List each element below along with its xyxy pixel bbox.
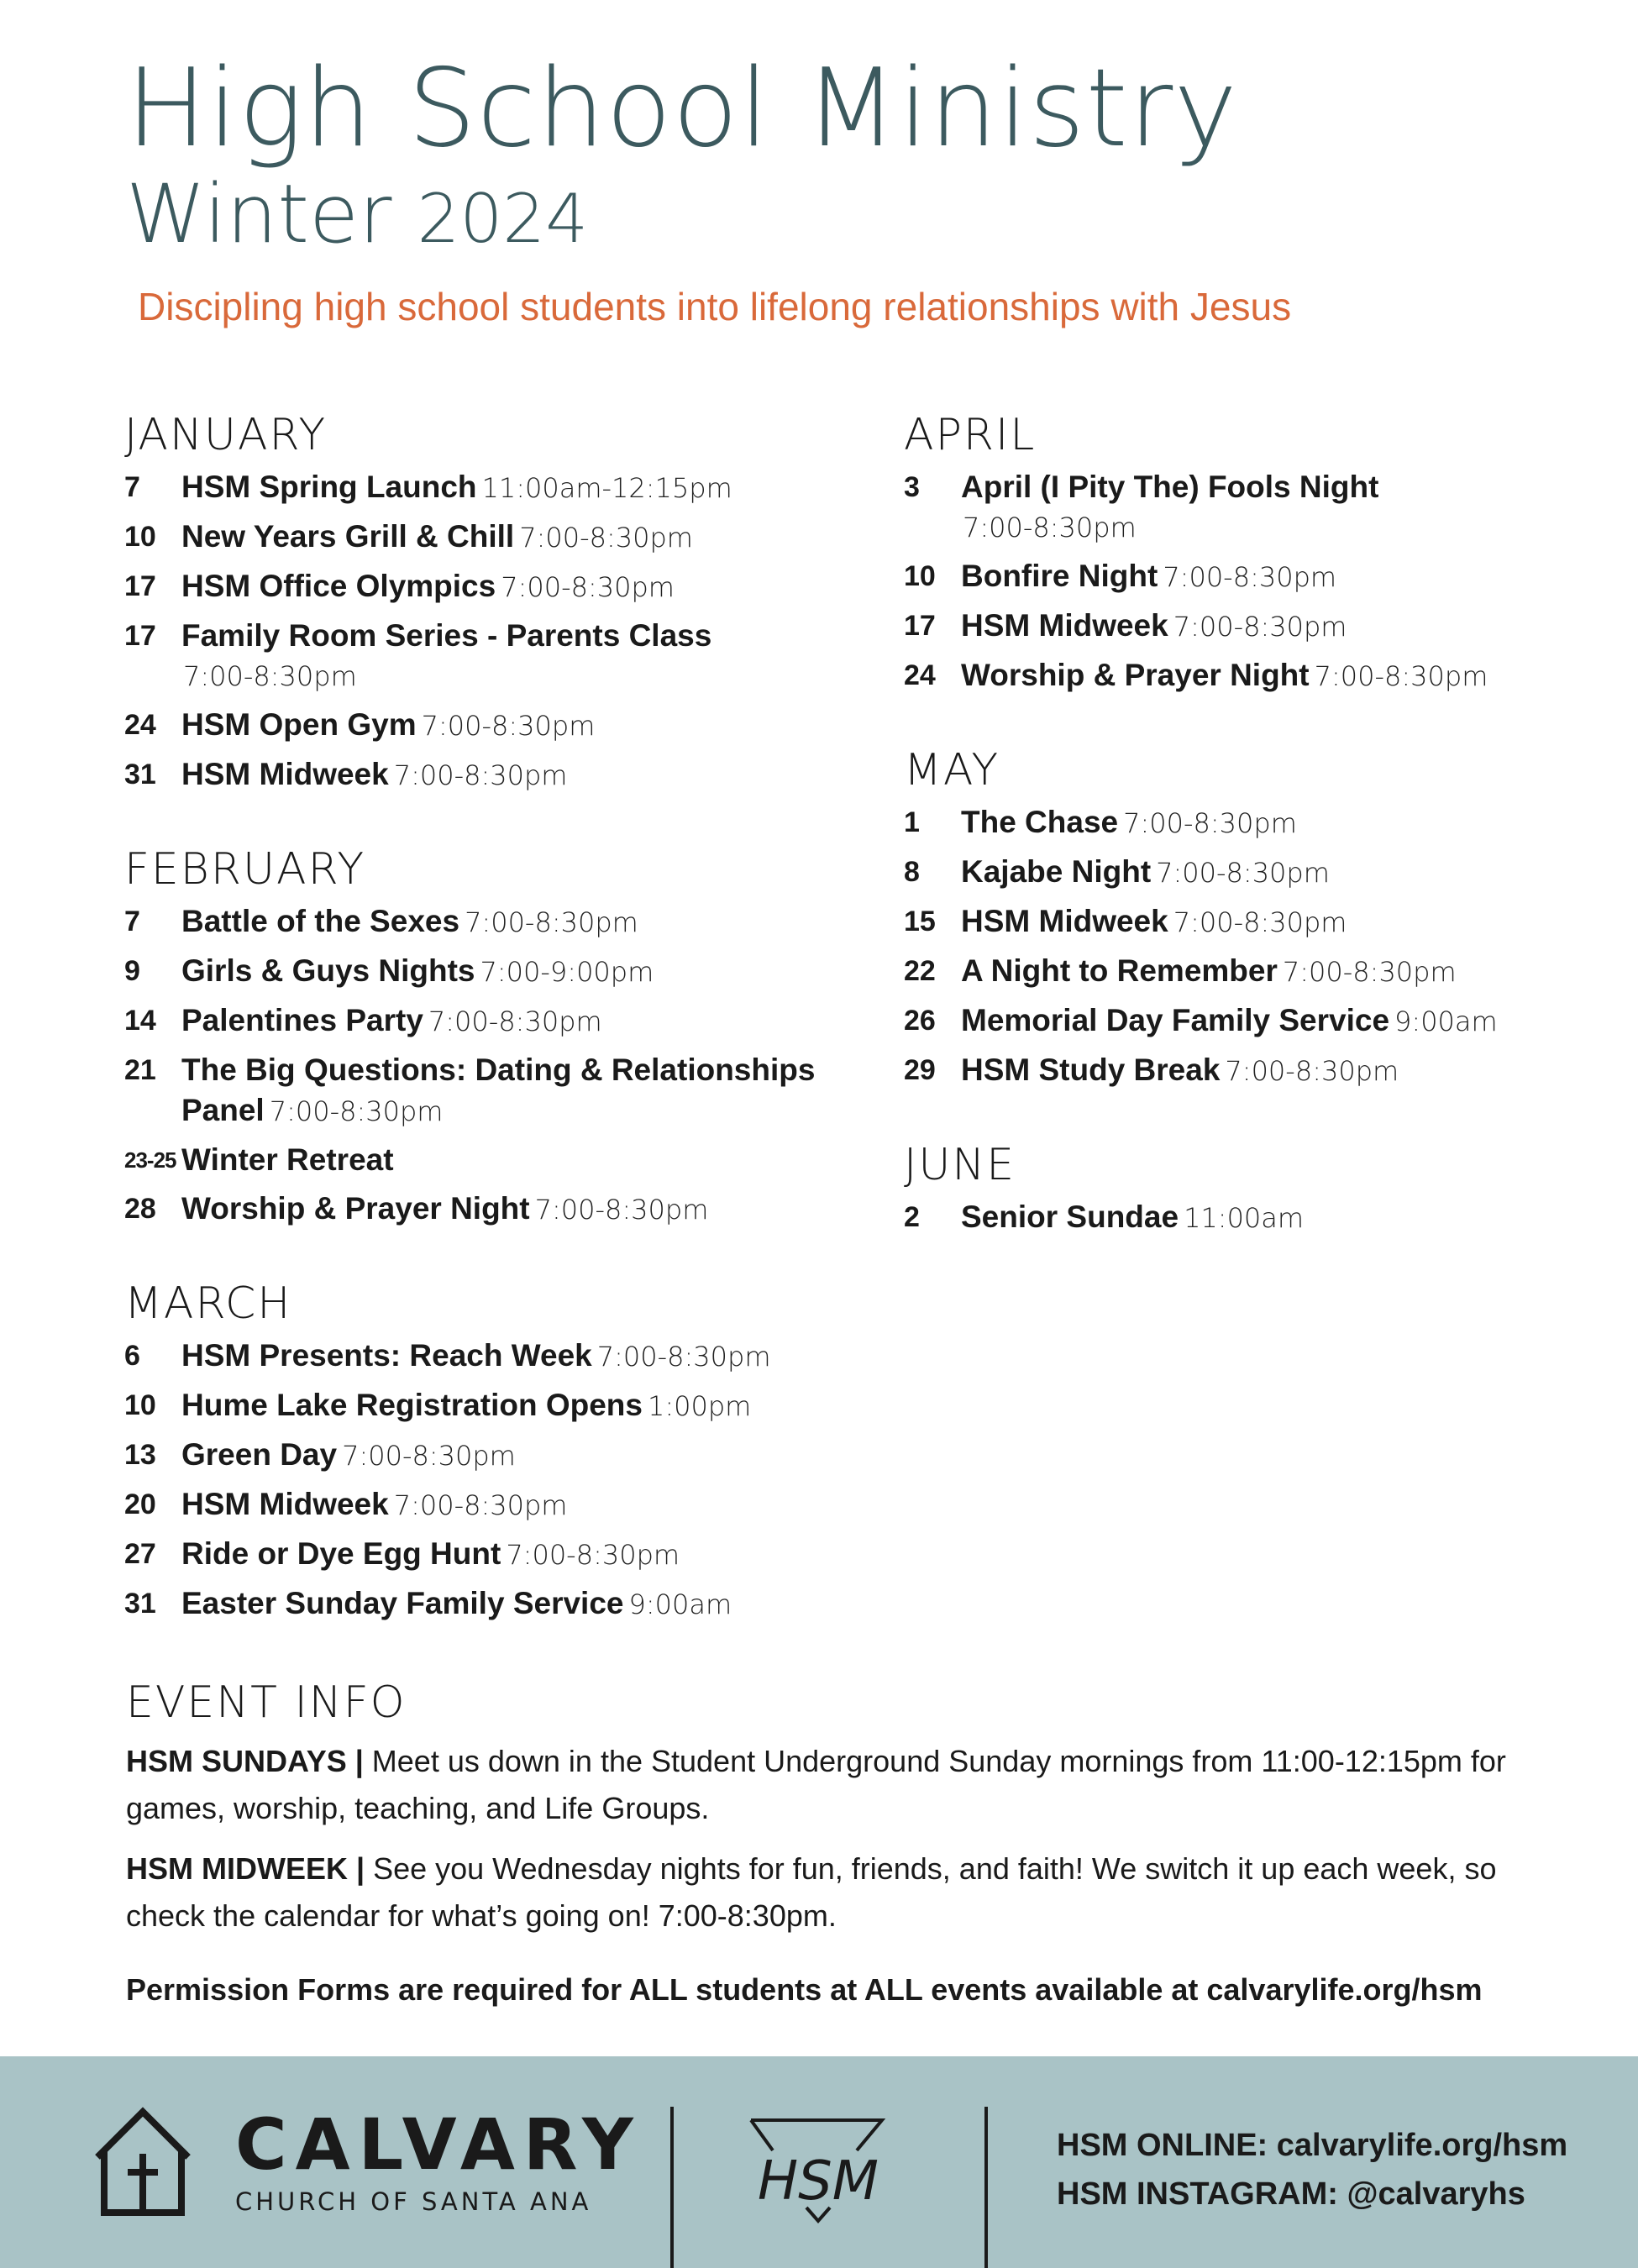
event-row bbox=[124, 754, 880, 795]
event-name: Worship & Prayer Night bbox=[961, 658, 1310, 692]
month-heading: MARCH bbox=[124, 1278, 292, 1329]
event-day: 10 bbox=[124, 1389, 156, 1421]
event-day: 6 bbox=[124, 1340, 140, 1372]
event-body bbox=[181, 1484, 567, 1525]
event-body bbox=[181, 901, 638, 942]
event-name: Winter Retreat bbox=[181, 1142, 394, 1177]
event-body bbox=[181, 705, 595, 746]
event-time: 7:00-8:30pm bbox=[1225, 1055, 1399, 1087]
event-row bbox=[124, 1000, 880, 1042]
permission-notice: Permission Forms are required for ALL students at ALL events available at calvarylife.org/hsm bbox=[126, 1972, 1483, 2007]
event-body bbox=[181, 616, 711, 696]
event-body bbox=[181, 1435, 516, 1476]
event-name: HSM Midweek bbox=[961, 608, 1168, 643]
event-name: HSM Midweek bbox=[181, 757, 389, 791]
hsm-logo-icon bbox=[748, 2117, 890, 2226]
event-body bbox=[961, 606, 1347, 647]
event-name: Battle of the Sexes bbox=[181, 904, 460, 938]
event-row bbox=[904, 1197, 1593, 1238]
event-body bbox=[181, 1189, 708, 1230]
event-time: 7:00-8:30pm bbox=[963, 512, 1137, 543]
instagram-link[interactable]: HSM INSTAGRAM: @calvaryhs bbox=[1057, 2176, 1525, 2212]
event-row bbox=[904, 1050, 1593, 1091]
event-body bbox=[961, 556, 1336, 597]
event-time: 11:00am-12:15pm bbox=[481, 472, 732, 504]
event-name: Palentines Party bbox=[181, 1003, 423, 1037]
event-body bbox=[181, 566, 675, 607]
event-time: 9:00am bbox=[1394, 1005, 1498, 1037]
event-time: 7:00-8:30pm bbox=[534, 1194, 709, 1226]
event-name: Memorial Day Family Service bbox=[961, 1003, 1390, 1037]
event-day: 15 bbox=[904, 906, 936, 937]
calendar-left-column bbox=[124, 410, 880, 1673]
event-time: 7:00-8:30pm bbox=[269, 1095, 444, 1127]
event-day: 17 bbox=[124, 620, 156, 652]
event-row bbox=[124, 1385, 880, 1426]
event-body bbox=[181, 1140, 394, 1180]
event-body bbox=[961, 467, 1378, 548]
event-body bbox=[961, 802, 1297, 843]
event-name: Easter Sunday Family Service bbox=[181, 1586, 624, 1620]
event-day: 22 bbox=[904, 955, 936, 987]
event-body bbox=[181, 1000, 602, 1042]
event-time: 7:00-8:30pm bbox=[1282, 956, 1457, 988]
event-body bbox=[181, 951, 654, 992]
online-link[interactable]: HSM ONLINE: calvarylife.org/hsm bbox=[1057, 2128, 1568, 2163]
event-row bbox=[904, 655, 1593, 696]
event-day: 3 bbox=[904, 471, 920, 503]
event-time: 7:00-8:30pm bbox=[183, 660, 357, 692]
event-row bbox=[124, 1534, 880, 1575]
season-heading bbox=[126, 168, 1554, 265]
event-name: A Night to Remember bbox=[961, 953, 1278, 988]
event-time: 7:00-8:30pm bbox=[506, 1539, 680, 1571]
event-row bbox=[124, 517, 880, 558]
event-name: The Big Questions: Dating & Relationships Panel bbox=[181, 1053, 816, 1127]
brand-name: CALVARY bbox=[235, 2103, 642, 2186]
event-day: 14 bbox=[124, 1005, 156, 1037]
event-row bbox=[124, 1435, 880, 1476]
event-body bbox=[181, 1583, 732, 1625]
month-heading: JUNE bbox=[904, 1140, 1016, 1190]
event-body bbox=[181, 517, 693, 558]
event-day: 8 bbox=[904, 856, 920, 888]
footer-divider bbox=[670, 2107, 674, 2268]
event-time: 7:00-8:30pm bbox=[428, 1005, 602, 1037]
event-row bbox=[124, 1336, 880, 1377]
event-row bbox=[124, 467, 880, 508]
event-row bbox=[904, 556, 1593, 597]
event-body bbox=[181, 1385, 751, 1426]
event-time: 7:00-8:30pm bbox=[1156, 857, 1330, 889]
footer-divider bbox=[984, 2107, 988, 2268]
calvary-logo bbox=[92, 2103, 642, 2218]
event-row bbox=[904, 901, 1593, 942]
event-body bbox=[181, 754, 567, 795]
event-body bbox=[961, 901, 1347, 942]
event-day: 17 bbox=[904, 610, 936, 642]
event-name: HSM Presents: Reach Week bbox=[181, 1338, 592, 1373]
event-name: HSM Midweek bbox=[961, 904, 1168, 938]
midweek-lead: HSM MIDWEEK | bbox=[126, 1851, 365, 1886]
event-time: 7:00-8:30pm bbox=[596, 1341, 771, 1373]
event-day: 7 bbox=[124, 906, 140, 937]
event-info-section bbox=[126, 1676, 1537, 2027]
event-body bbox=[961, 1000, 1498, 1042]
event-body bbox=[181, 1534, 680, 1575]
event-day: 29 bbox=[904, 1054, 936, 1086]
month-section bbox=[904, 1140, 1593, 1238]
event-name: New Years Grill & Chill bbox=[181, 519, 515, 554]
event-body bbox=[181, 467, 732, 508]
event-name: Worship & Prayer Night bbox=[181, 1191, 530, 1226]
event-day: 1 bbox=[904, 806, 920, 838]
event-time: 7:00-8:30pm bbox=[519, 522, 693, 554]
house-cross-icon bbox=[92, 2107, 193, 2218]
event-name: Hume Lake Registration Opens bbox=[181, 1388, 643, 1422]
event-day: 24 bbox=[904, 659, 936, 691]
event-row bbox=[124, 1583, 880, 1625]
event-time: 11:00am bbox=[1184, 1202, 1305, 1234]
event-day: 31 bbox=[124, 759, 156, 790]
year-label: 2024 bbox=[417, 180, 589, 258]
hsm-logo-text: HSM bbox=[758, 2150, 879, 2213]
month-heading: JANUARY bbox=[124, 410, 328, 460]
event-day: 23-25 bbox=[124, 1147, 176, 1173]
event-time: 7:00-8:30pm bbox=[1314, 660, 1488, 692]
event-day: 31 bbox=[124, 1588, 156, 1620]
sundays-info bbox=[126, 1738, 1537, 1832]
midweek-text: See you Wednesday nights for fun, friends, and faith! We switch it up each week, so check the calendar for what’s going on! 7:00-8:30pm. bbox=[126, 1851, 1497, 1933]
event-day: 26 bbox=[904, 1005, 936, 1037]
sundays-text: Meet us down in the Student Underground Sunday mornings from 11:00-12:15pm for games, worship, teaching, and Life Groups. bbox=[126, 1744, 1506, 1825]
month-heading: FEBRUARY bbox=[124, 844, 366, 895]
event-body bbox=[961, 951, 1457, 992]
calendar-right-column bbox=[904, 410, 1593, 1287]
event-row bbox=[124, 951, 880, 992]
event-name: Family Room Series - Parents Class bbox=[181, 618, 712, 653]
event-time: 7:00-8:30pm bbox=[1173, 906, 1347, 938]
event-name: HSM Office Olympics bbox=[181, 569, 496, 603]
event-day: 2 bbox=[904, 1201, 920, 1233]
event-time: 7:00-8:30pm bbox=[393, 759, 568, 791]
event-row bbox=[124, 1189, 880, 1230]
month-section bbox=[124, 410, 880, 795]
event-name: Green Day bbox=[181, 1437, 338, 1472]
event-time: 7:00-8:30pm bbox=[393, 1489, 568, 1521]
event-time: 7:00-8:30pm bbox=[465, 906, 638, 938]
event-row bbox=[904, 1000, 1593, 1042]
event-row bbox=[124, 1484, 880, 1525]
event-time: 7:00-8:30pm bbox=[1123, 807, 1297, 839]
event-row bbox=[904, 951, 1593, 992]
event-time: 7:00-9:00pm bbox=[480, 956, 654, 988]
event-body bbox=[961, 655, 1488, 696]
event-row bbox=[124, 705, 880, 746]
event-row bbox=[124, 1140, 880, 1180]
header bbox=[126, 46, 1554, 329]
midweek-info bbox=[126, 1845, 1537, 1940]
tagline: Discipling high school students into lifelong relationships with Jesus bbox=[138, 285, 1292, 328]
event-name: April (I Pity The) Fools Night bbox=[961, 470, 1379, 504]
brand bbox=[235, 2103, 642, 2216]
event-name: The Chase bbox=[961, 805, 1119, 839]
event-row bbox=[904, 606, 1593, 647]
event-time: 9:00am bbox=[628, 1588, 732, 1620]
event-time: 1:00pm bbox=[647, 1390, 752, 1422]
event-info-title: EVENT INFO bbox=[126, 1677, 407, 1728]
event-name: HSM Study Break bbox=[961, 1053, 1221, 1087]
season-label: Winter bbox=[126, 167, 392, 261]
event-day: 28 bbox=[124, 1193, 156, 1225]
sundays-lead: HSM SUNDAYS | bbox=[126, 1744, 364, 1778]
event-row bbox=[124, 616, 880, 696]
event-day: 21 bbox=[124, 1054, 156, 1086]
event-row bbox=[124, 901, 880, 942]
month-heading: APRIL bbox=[904, 410, 1037, 460]
event-day: 13 bbox=[124, 1439, 156, 1471]
event-name: Kajabe Night bbox=[961, 854, 1152, 889]
event-time: 7:00-8:30pm bbox=[342, 1440, 516, 1472]
event-day: 9 bbox=[124, 955, 140, 987]
event-row bbox=[124, 566, 880, 607]
event-body bbox=[961, 852, 1330, 893]
month-heading: MAY bbox=[904, 745, 1000, 795]
month-section bbox=[124, 1278, 880, 1625]
footer-band bbox=[0, 2056, 1638, 2268]
event-body bbox=[181, 1336, 770, 1377]
event-row bbox=[904, 467, 1593, 548]
event-day: 10 bbox=[124, 521, 156, 553]
event-time: 7:00-8:30pm bbox=[421, 710, 596, 742]
event-day: 24 bbox=[124, 709, 156, 741]
event-body bbox=[961, 1197, 1304, 1238]
event-name: Senior Sundae bbox=[961, 1200, 1179, 1234]
month-section bbox=[904, 410, 1593, 696]
event-day: 10 bbox=[904, 560, 936, 592]
event-body bbox=[181, 1050, 880, 1131]
month-section bbox=[124, 844, 880, 1230]
event-time: 7:00-8:30pm bbox=[501, 571, 675, 603]
event-time: 7:00-8:30pm bbox=[1173, 611, 1347, 643]
event-day: 27 bbox=[124, 1538, 156, 1570]
event-name: HSM Spring Launch bbox=[181, 470, 477, 504]
brand-subtitle: CHURCH OF SANTA ANA bbox=[235, 2187, 592, 2216]
event-name: Girls & Guys Nights bbox=[181, 953, 475, 988]
event-day: 20 bbox=[124, 1488, 156, 1520]
event-row bbox=[124, 1050, 880, 1131]
event-name: HSM Midweek bbox=[181, 1487, 389, 1521]
event-day: 17 bbox=[124, 570, 156, 602]
footer-links bbox=[1057, 2121, 1567, 2218]
month-section bbox=[904, 745, 1593, 1091]
event-row bbox=[904, 802, 1593, 843]
event-row bbox=[904, 852, 1593, 893]
event-day: 7 bbox=[124, 471, 140, 503]
event-name: HSM Open Gym bbox=[181, 707, 417, 742]
event-name: Bonfire Night bbox=[961, 559, 1158, 593]
event-body bbox=[961, 1050, 1399, 1091]
event-time: 7:00-8:30pm bbox=[1163, 561, 1337, 593]
page-title: High School Ministry bbox=[126, 46, 1238, 171]
event-name: Ride or Dye Egg Hunt bbox=[181, 1536, 501, 1571]
